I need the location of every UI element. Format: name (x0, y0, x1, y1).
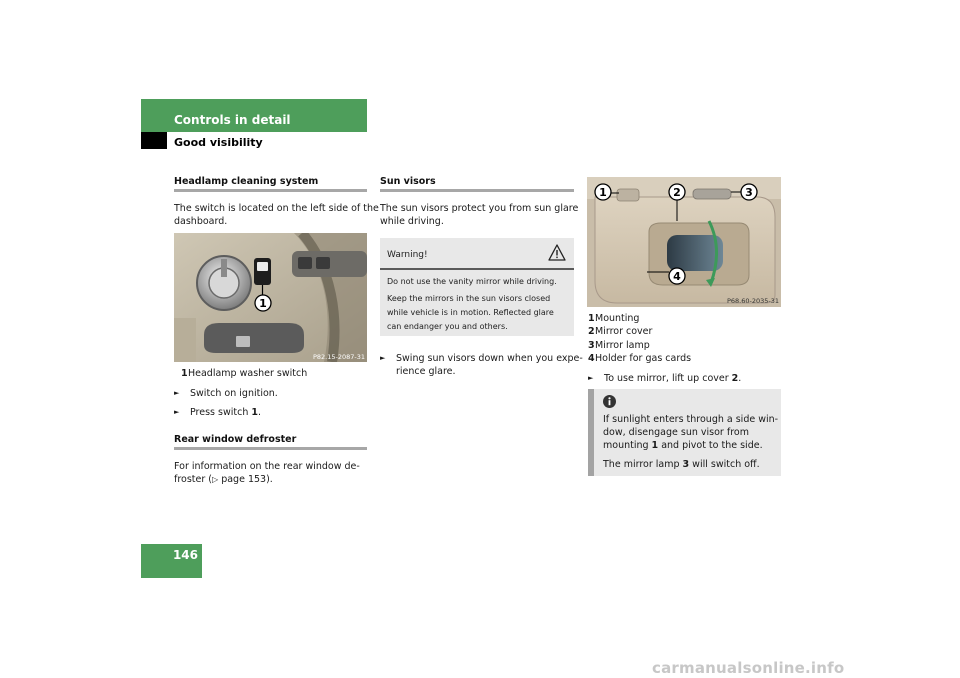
info-ref: 3 (682, 459, 690, 470)
headlamp-callout: 1 (259, 297, 267, 310)
legend-number: 3 (588, 340, 595, 351)
sun-visor-illustration (587, 177, 781, 307)
headlamp-intro-line: dashboard. (174, 216, 228, 227)
sun-visor-photo (587, 177, 781, 307)
caption-number: 1 (181, 368, 188, 379)
defroster-line: For information on the rear window de- (174, 461, 360, 472)
headlamp-step-2 (174, 406, 261, 419)
mirror-callout: 3 (745, 186, 753, 199)
visors-heading: Sun visors (380, 176, 436, 187)
section-title: Good visibility (174, 136, 263, 149)
step-text: Swing sun visors down when you expe- (396, 353, 583, 364)
legend-label: Mirror lamp (595, 340, 650, 351)
legend-number: 2 (588, 326, 595, 337)
page-ref-arrow-icon: ▷ (212, 475, 219, 484)
legend-number: 4 (588, 353, 595, 364)
mirror-legend-item (588, 312, 639, 325)
headlamp-caption (181, 367, 307, 380)
info-line (603, 439, 763, 452)
warning-line: can endanger you and others. (387, 322, 508, 331)
legend-label: Holder for gas cards (595, 353, 692, 364)
step-text: Press switch (190, 407, 252, 418)
visors-intro-line: while driving. (380, 216, 444, 227)
visors-step (380, 352, 583, 365)
info-line: dow, disengage sun visor from (603, 427, 749, 438)
info-line: If sunlight enters through a side win- (603, 414, 779, 425)
info-line (603, 458, 760, 471)
warning-triangle-icon (548, 244, 566, 261)
info-ref: 1 (651, 440, 659, 451)
mirror-step (588, 372, 741, 385)
bullet-icon: ► (174, 389, 180, 397)
heading-rule (174, 189, 367, 192)
page-reference-link[interactable]: page 153). (218, 474, 273, 485)
bullet-icon: ► (380, 354, 386, 362)
defroster-heading: Rear window defroster (174, 434, 297, 445)
headlamp-heading: Headlamp cleaning system (174, 176, 319, 187)
defroster-text: froster ( (174, 474, 213, 485)
caption-label: Headlamp washer switch (188, 368, 308, 379)
info-text: will switch off. (689, 459, 760, 470)
warning-line: Do not use the vanity mirror while driving. (387, 277, 557, 286)
bullet-icon: ► (174, 408, 180, 416)
warning-line: Keep the mirrors in the sun visors closed (387, 294, 551, 303)
headlamp-intro-line: The switch is located on the left side of the (174, 203, 379, 214)
mirror-callout: 2 (673, 186, 681, 199)
headlamp-image-code: P82.15-2087-31 (312, 353, 365, 361)
info-text: The mirror lamp (603, 459, 683, 470)
headlamp-switch-photo (174, 233, 367, 362)
step-text: . (258, 407, 262, 418)
mirror-legend-item (588, 339, 650, 352)
warning-line: while vehicle is in motion. Reflected glare (387, 308, 554, 317)
legend-label: Mounting (595, 313, 640, 324)
step-text: To use mirror, lift up cover (604, 373, 732, 384)
mirror-legend-item (588, 352, 691, 365)
section-marker (141, 132, 167, 149)
mirror-callout: 4 (673, 270, 681, 283)
footer-watermark: carmanualsonline.info (652, 659, 845, 677)
defroster-line (174, 473, 273, 486)
step-ref: 1 (251, 407, 258, 418)
info-icon (603, 395, 616, 408)
bullet-icon: ► (588, 374, 594, 382)
dashboard-illustration (174, 233, 367, 362)
mirror-legend-item (588, 325, 652, 338)
chapter-title: Controls in detail (174, 113, 291, 127)
legend-label: Mirror cover (595, 326, 653, 337)
warning-divider (380, 268, 574, 270)
headlamp-step-1 (174, 387, 278, 400)
visors-intro-line: The sun visors protect you from sun glare (380, 203, 579, 214)
mirror-image-code: P68.60-2035-31 (726, 297, 779, 305)
info-box-bar (588, 389, 594, 476)
page-number: 146 (172, 548, 198, 562)
step-ref: 2 (731, 373, 739, 384)
warning-title: Warning! (387, 250, 428, 260)
legend-number: 1 (588, 313, 595, 324)
info-text: and pivot to the side. (658, 440, 763, 451)
step-text: Switch on ignition. (190, 388, 278, 399)
mirror-callout: 1 (599, 186, 607, 199)
heading-rule (174, 447, 367, 450)
visors-step-continuation: rience glare. (396, 366, 456, 377)
info-text: mounting (603, 440, 652, 451)
heading-rule (380, 189, 574, 192)
step-text: . (738, 373, 742, 384)
